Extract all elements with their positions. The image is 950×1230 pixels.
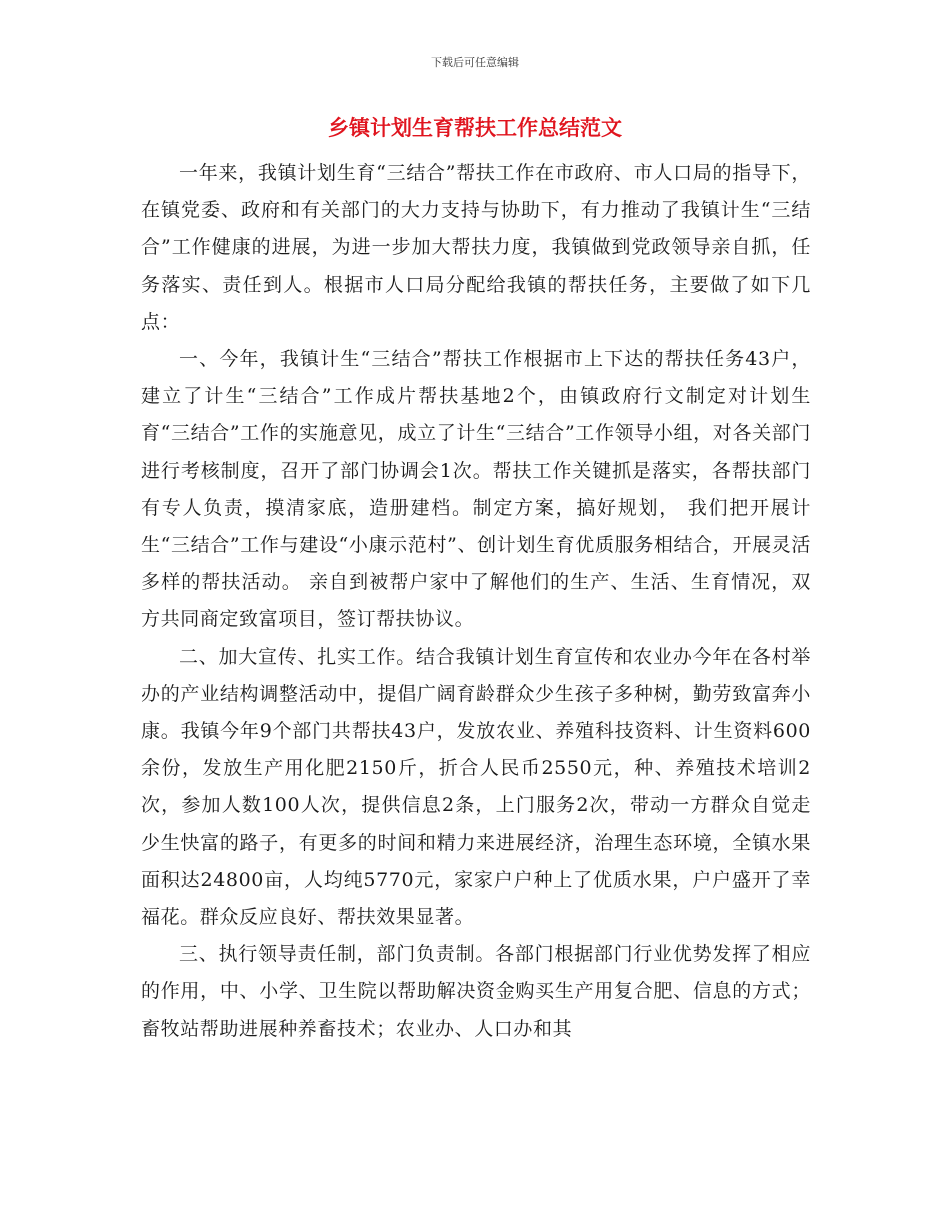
paragraph-section-three: 三、执行领导责任制，部门负责制。各部门根据部门行业优势发挥了相应的作用，中、小学、卫生院以帮助解决资金购买生产用复合肥、信息的方式；畜牧站帮助进展种养畜技术；农业办、人口办和其	[141, 943, 811, 1040]
document-title: 乡镇计划生育帮扶工作总结范文	[328, 116, 622, 140]
paragraph-section-two: 二、加大宣传、扎实工作。结合我镇计划生育宣传和农业办今年在各村举办的产业结构调整活动中，提倡广阔育龄群众少生孩子多种树，勤劳致富奔小康。我镇今年9个部门共帮扶43户，发放农业、养殖科技资料、计生资料600余份，发放生产用化肥2150斤，折合人民币2550元，种、养殖技术培训2次，参加人数100人次，提供信息2条，上门服务2次，带动一方群众自觉走少生快富的路子，有更多的时间和精力来进展经济，治理生态环境，全镇水果面积达24800亩，人均纯5770元，家家户户种上了优质水果，户户盛开了幸福花。群众反应良好、帮扶效果显著。	[141, 645, 811, 929]
paragraph-intro: 一年来，我镇计划生育“三结合”帮扶工作在市政府、市人口局的指导下，在镇党委、政府和有关部门的大力支持与协助下，有力推动了我镇计生“三结合”工作健康的进展，为进一步加大帮扶力度，我镇做到党政领导亲自抓，任务落实、责任到人。根据市人口局分配给我镇的帮扶任务，主要做了如下几点：	[141, 162, 811, 333]
paragraph-section-one: 一、今年，我镇计生“三结合”帮扶工作根据市上下达的帮扶任务43户，建立了计生“三结合”工作成片帮扶基地2个，由镇政府行文制定对计划生育“三结合”工作的实施意见，成立了计生“三结合”工作领导小组，对各关部门进行考核制度，召开了部门协调会1次。帮扶工作关键抓是落实，各帮扶部门有专人负责，摸清家底，造册建档。制定方案，搞好规划， 我们把开展计生“三结合”工作与建设“小康示范村”、创计划生育优质服务相结合，开展灵活多样的帮扶活动。 亲自到被帮户家中了解他们的生产、生活、生育情况，双方共同商定致富项目，签订帮扶协议。	[141, 348, 811, 631]
document-body	[141, 155, 811, 1048]
header-note: 下载后可任意编辑	[431, 56, 519, 69]
